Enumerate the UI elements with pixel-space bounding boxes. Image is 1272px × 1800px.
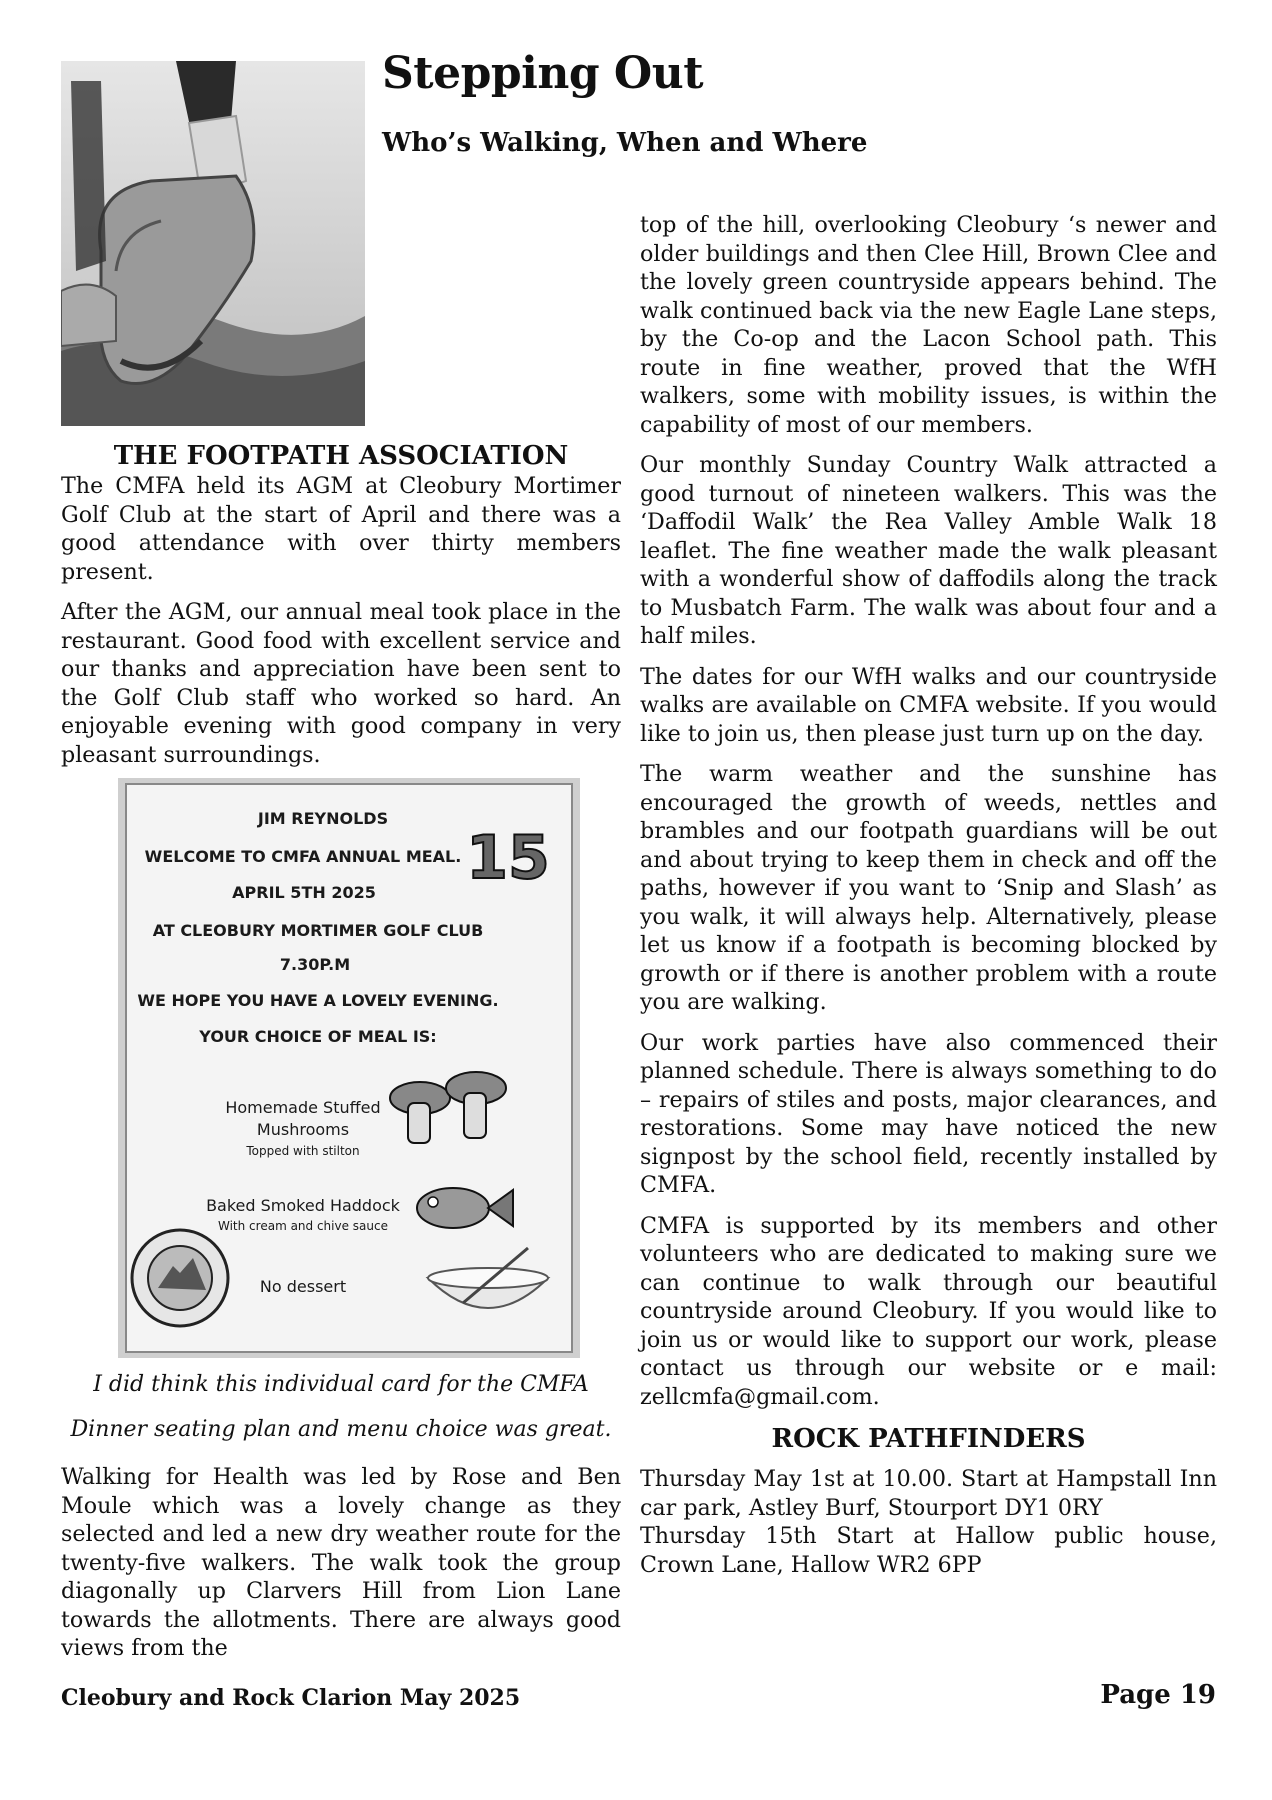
- right-column: [640, 211, 1217, 1579]
- card-starter-note: Topped with stilton: [246, 1144, 360, 1158]
- cmfa-seal-icon: [132, 1230, 228, 1326]
- page-subtitle: Who’s Walking, When and Where: [382, 128, 868, 158]
- card-main-note: With cream and chive sauce: [218, 1219, 388, 1233]
- paragraph: The CMFA held its AGM at Cleobury Mortimer Golf Club at the start of April and there was a good attendance with over thirty members present.: [61, 473, 621, 585]
- card-venue: AT CLEOBURY MORTIMER GOLF CLUB: [152, 921, 484, 940]
- card-hope: WE HOPE YOU HAVE A LOVELY EVENING.: [137, 991, 499, 1010]
- rock-walk-line1: Thursday May 1st at 10.00. Start at Hampstall Inn car park, Astley Burf, Stourport DY1 0RY: [640, 1466, 1217, 1521]
- paragraph: The dates for our WfH walks and our countryside walks are available on CMFA website. If you would like to join us, then please just turn up on the day.: [640, 663, 1217, 747]
- menu-card-photo: [118, 778, 580, 1358]
- rock-walk-line2: Thursday 15th Start at Hallow public house, Crown Lane, Hallow WR2 6PP: [640, 1523, 1217, 1578]
- publication-footer: Cleobury and Rock Clarion May 2025: [61, 1685, 521, 1711]
- photo-caption-line2: Dinner seating plan and menu choice was great.: [70, 1417, 612, 1442]
- paragraph: top of the hill, overlooking Cleobury ‘s newer and older buildings and then Clee Hill, Brown Clee and the lovely green countryside appears behind. The walk continued back via the new Eagle Lane steps, by the Co-op and the Lacon School path. This route in fine weather, proved that the WfH walkers, some with mobility issues, is within the capability of most of our members.: [640, 212, 1217, 438]
- paragraph: CMFA is supported by its members and other volunteers who are dedicated to making sure we can continue to walk through our beautiful countryside around Cleobury. If you would like to join us or would like to support our work, please contact us through our website or e mail: zellcmfa@gmail.com.: [640, 1212, 1217, 1410]
- section-heading-footpath: THE FOOTPATH ASSOCIATION: [113, 441, 569, 471]
- paragraph: The warm weather and the sunshine has encouraged the growth of weeds, nettles and brambles and our footpath guardians will be out and about trying to keep them in check and off the paths, however if you want to ‘Snip and Slash’ as you walk, it will always help. Alternatively, please let us know if a footpath is becoming blocked by growth or if there is another problem with a route you are walking.: [640, 761, 1217, 1015]
- section-heading-rock: ROCK PATHFINDERS: [771, 1424, 1086, 1454]
- paragraph: Our work parties have also commenced their planned schedule. There is always something to do – repairs of stiles and posts, major clearances, and restorations. Some may have noticed the new signpost by the school field, recently installed by CMFA.: [640, 1029, 1217, 1198]
- card-starter-line2: Mushrooms: [256, 1120, 350, 1139]
- card-dessert: No dessert: [259, 1277, 347, 1296]
- card-number-15: 15: [466, 823, 550, 893]
- walking-for-health-section: [61, 1463, 621, 1675]
- card-time: 7.30P.M: [279, 955, 351, 974]
- paragraph: Walking for Health was led by Rose and Ben Moule which was a lovely change as they selected and led a new dry weather route for the twenty-five walkers. The walk took the group diagonally up Clarvers Hill from Lion Lane towards the allotments. There are always good views from the: [61, 1464, 621, 1661]
- card-name: JIM REYNOLDS: [257, 809, 389, 828]
- paragraph: After the AGM, our annual meal took place in the restaurant. Good food with excellent service and our thanks and appreciation have been sent to the Golf Club staff who worked so hard. An enjoyable evening with good company in very pleasant surroundings.: [61, 599, 621, 768]
- paragraph: Our monthly Sunday Country Walk attracted a good turnout of nineteen walkers. This was the ‘Daffodil Walk’ the Rea Valley Amble Walk 18 leaflet. The fine weather made the walk pleasant with a wonderful show of daffodils along the track to Musbatch Farm. The walk was about four and a half miles.: [640, 452, 1217, 649]
- card-choice: YOUR CHOICE OF MEAL IS:: [199, 1027, 437, 1046]
- card-main: Baked Smoked Haddock: [206, 1196, 400, 1215]
- walking-boot-photo: [61, 61, 365, 426]
- card-date: APRIL 5TH 2025: [232, 883, 376, 902]
- footpath-section: [61, 440, 621, 781]
- page-number: Page 19: [1100, 1680, 1216, 1710]
- card-welcome: WELCOME TO CMFA ANNUAL MEAL.: [144, 847, 462, 866]
- card-starter-line1: Homemade Stuffed: [225, 1098, 381, 1117]
- page-title: Stepping Out: [382, 48, 704, 99]
- photo-caption-line1: I did think this individual card for the CMFA: [93, 1372, 589, 1397]
